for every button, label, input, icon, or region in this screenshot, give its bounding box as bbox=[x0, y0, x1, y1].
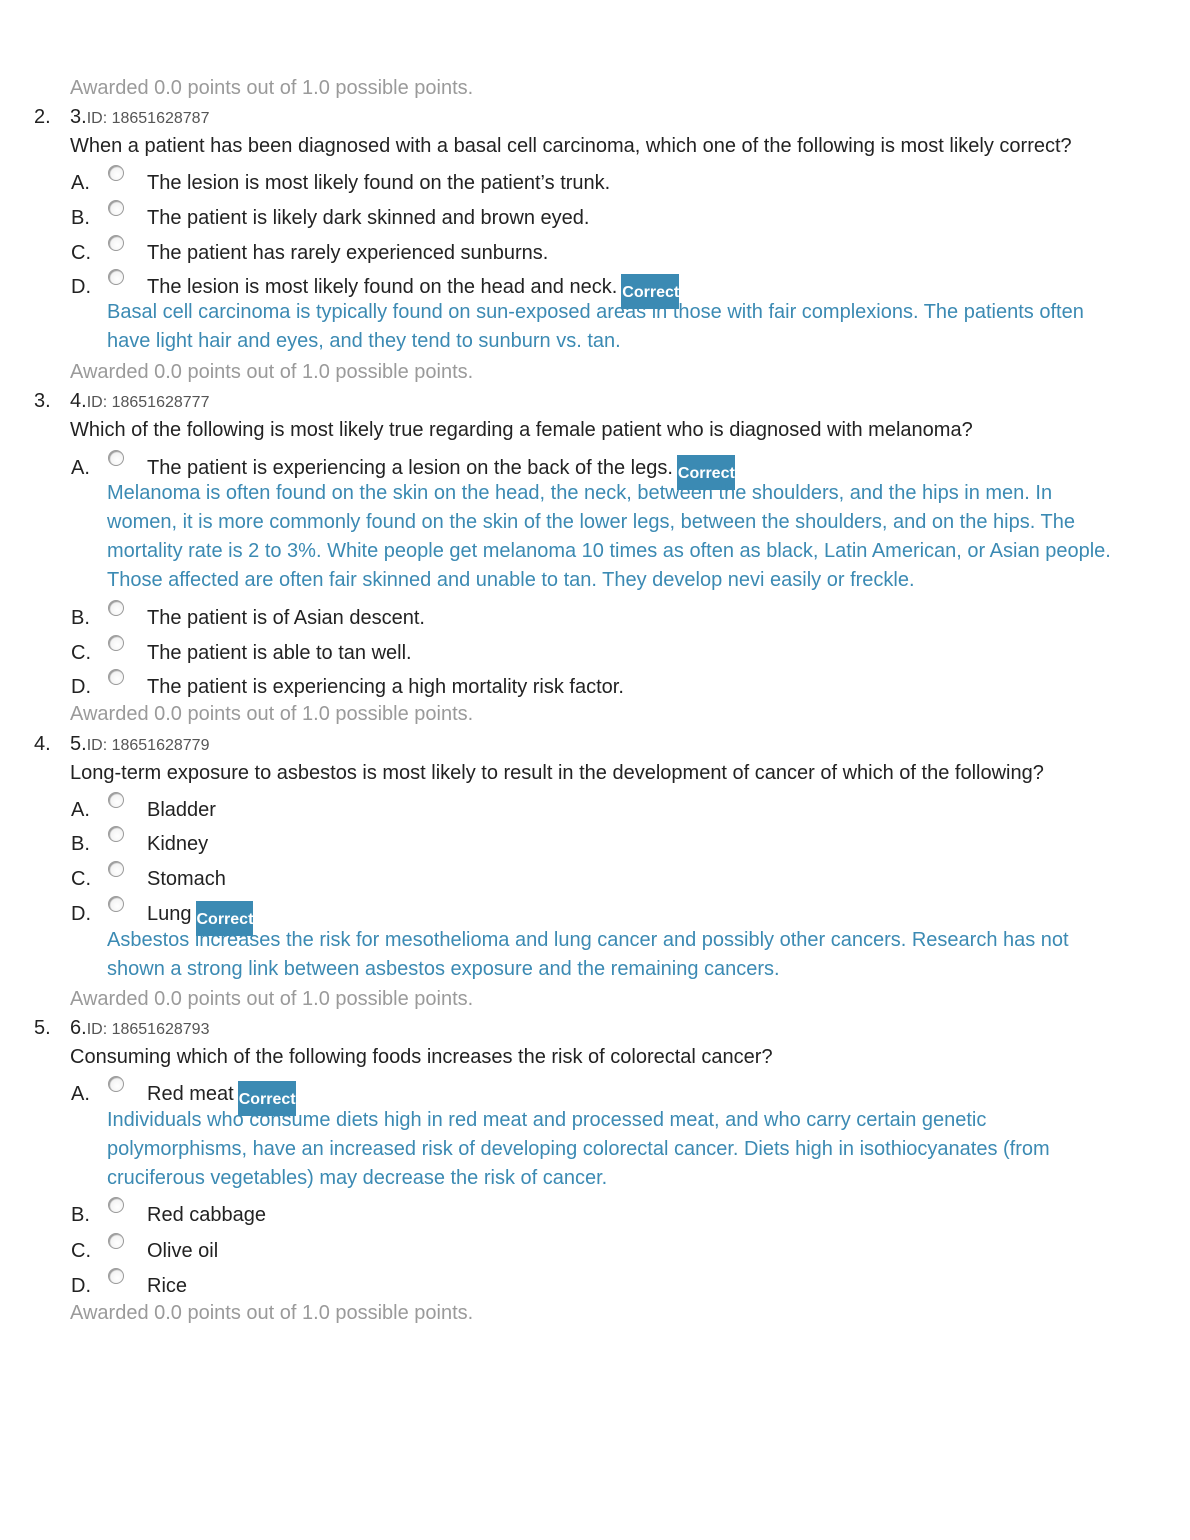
radio-button[interactable] bbox=[108, 165, 124, 181]
radio-button[interactable] bbox=[108, 826, 124, 842]
option-text: The patient is of Asian descent. bbox=[147, 607, 425, 629]
question-number bbox=[70, 732, 209, 758]
option-letter: A. bbox=[71, 172, 90, 194]
question-text: Which of the following is most likely true regarding a female patient who is diagnosed with melanoma? bbox=[70, 419, 973, 441]
answer-feedback: Melanoma is often found on the skin on the head, the neck, between the shoulders, and the hips in men. In women, it is more commonly found on the skin of the lower legs, between the shoulders, and on the hips. The mortality rate is 2 to 3%. White people get melanoma 10 times as often as black, Latin American, or Asian people. Those affected are often fair skinned and unable to tan. They develop nevi easily or freckle. bbox=[107, 482, 1111, 591]
radio-button[interactable] bbox=[108, 861, 124, 877]
option-text: The lesion is most likely found on the patient’s trunk. bbox=[147, 172, 611, 194]
question-number bbox=[70, 389, 209, 415]
question-id: ID: 18651628779 bbox=[86, 737, 210, 754]
question-text: Consuming which of the following foods increases the risk of colorectal cancer? bbox=[70, 1046, 773, 1068]
radio-button[interactable] bbox=[108, 269, 124, 285]
radio-button[interactable] bbox=[108, 635, 124, 651]
awarded-points: Awarded 0.0 points out of 1.0 possible points. bbox=[70, 1302, 474, 1324]
option-text: Kidney bbox=[147, 833, 209, 855]
list-number: 4. bbox=[34, 733, 51, 755]
option-text: The patient is likely dark skinned and brown eyed. bbox=[147, 207, 590, 229]
list-number: 3. bbox=[34, 390, 51, 412]
radio-button[interactable] bbox=[108, 1233, 124, 1249]
awarded-points: Awarded 0.0 points out of 1.0 possible points. bbox=[70, 703, 474, 725]
option-letter: A. bbox=[71, 1083, 90, 1105]
awarded-points: Awarded 0.0 points out of 1.0 possible points. bbox=[70, 361, 474, 383]
radio-button[interactable] bbox=[108, 450, 124, 466]
option-letter: C. bbox=[71, 868, 91, 890]
option-letter: D. bbox=[71, 276, 91, 298]
option-letter: B. bbox=[71, 833, 90, 855]
option-text: Red meat bbox=[147, 1083, 234, 1105]
question-id: ID: 18651628793 bbox=[86, 1021, 210, 1038]
radio-button[interactable] bbox=[108, 200, 124, 216]
option-text: Olive oil bbox=[147, 1240, 219, 1262]
list-number: 5. bbox=[34, 1017, 51, 1039]
correct-badge: Correct bbox=[677, 455, 735, 490]
option-text: Red cabbage bbox=[147, 1204, 266, 1226]
option-text: The patient is able to tan well. bbox=[147, 642, 412, 664]
option-text: The lesion is most likely found on the head and neck. bbox=[147, 276, 618, 298]
option-text: Bladder bbox=[147, 799, 216, 821]
radio-button[interactable] bbox=[108, 600, 124, 616]
question-number-value: 3. bbox=[70, 106, 87, 128]
radio-button[interactable] bbox=[108, 1197, 124, 1213]
radio-button[interactable] bbox=[108, 792, 124, 808]
question-text: When a patient has been diagnosed with a basal cell carcinoma, which one of the following is most likely correct? bbox=[70, 135, 1072, 157]
question-number bbox=[70, 105, 209, 131]
option-text: The patient has rarely experienced sunburns. bbox=[147, 242, 549, 264]
correct-badge: Correct bbox=[238, 1081, 296, 1116]
question-text: Long-term exposure to asbestos is most likely to result in the development of cancer of which of the following? bbox=[70, 762, 1044, 784]
question-number-value: 5. bbox=[70, 733, 87, 755]
radio-button[interactable] bbox=[108, 896, 124, 912]
option-letter: C. bbox=[71, 1240, 91, 1262]
radio-button[interactable] bbox=[108, 669, 124, 685]
question-id: ID: 18651628777 bbox=[86, 394, 210, 411]
answer-feedback: Basal cell carcinoma is typically found on sun-exposed areas in those with fair complexions. The patients often have light hair and eyes, and they tend to sunburn vs. tan. bbox=[107, 301, 1084, 352]
radio-button[interactable] bbox=[108, 1268, 124, 1284]
answer-feedback: Asbestos increases the risk for mesothelioma and lung cancer and possibly other cancers. Research has not shown a strong link between asbestos exposure and the remaining cancers. bbox=[107, 929, 1069, 980]
option-letter: B. bbox=[71, 607, 90, 629]
awarded-points: Awarded 0.0 points out of 1.0 possible points. bbox=[70, 988, 474, 1010]
awarded-points: Awarded 0.0 points out of 1.0 possible points. bbox=[70, 77, 474, 99]
option-letter: B. bbox=[71, 207, 90, 229]
option-letter: C. bbox=[71, 242, 91, 264]
option-text: The patient is experiencing a high mortality risk factor. bbox=[147, 676, 624, 698]
option-letter: C. bbox=[71, 642, 91, 664]
option-text: Stomach bbox=[147, 868, 226, 890]
option-letter: B. bbox=[71, 1204, 90, 1226]
option-letter: D. bbox=[71, 903, 91, 925]
option-text: Rice bbox=[147, 1275, 188, 1297]
option-letter: D. bbox=[71, 1275, 91, 1297]
question-id: ID: 18651628787 bbox=[86, 110, 210, 127]
radio-button[interactable] bbox=[108, 1076, 124, 1092]
option-letter: D. bbox=[71, 676, 91, 698]
option-text: Lung bbox=[147, 903, 192, 925]
question-number-value: 4. bbox=[70, 390, 87, 412]
question-number-value: 6. bbox=[70, 1017, 87, 1039]
question-number bbox=[70, 1016, 209, 1042]
correct-badge: Correct bbox=[621, 274, 679, 309]
option-letter: A. bbox=[71, 457, 90, 479]
correct-badge: Correct bbox=[196, 901, 254, 936]
radio-button[interactable] bbox=[108, 235, 124, 251]
option-text: The patient is experiencing a lesion on the back of the legs. bbox=[147, 457, 673, 479]
option-letter: A. bbox=[71, 799, 90, 821]
list-number: 2. bbox=[34, 106, 51, 128]
answer-feedback: Individuals who consume diets high in red meat and processed meat, and who carry certain genetic polymorphisms, have an increased risk of developing colorectal cancer. Diets high in isothiocyanates (from cruciferous vegetables) may decrease the risk of cancer. bbox=[107, 1109, 1050, 1189]
